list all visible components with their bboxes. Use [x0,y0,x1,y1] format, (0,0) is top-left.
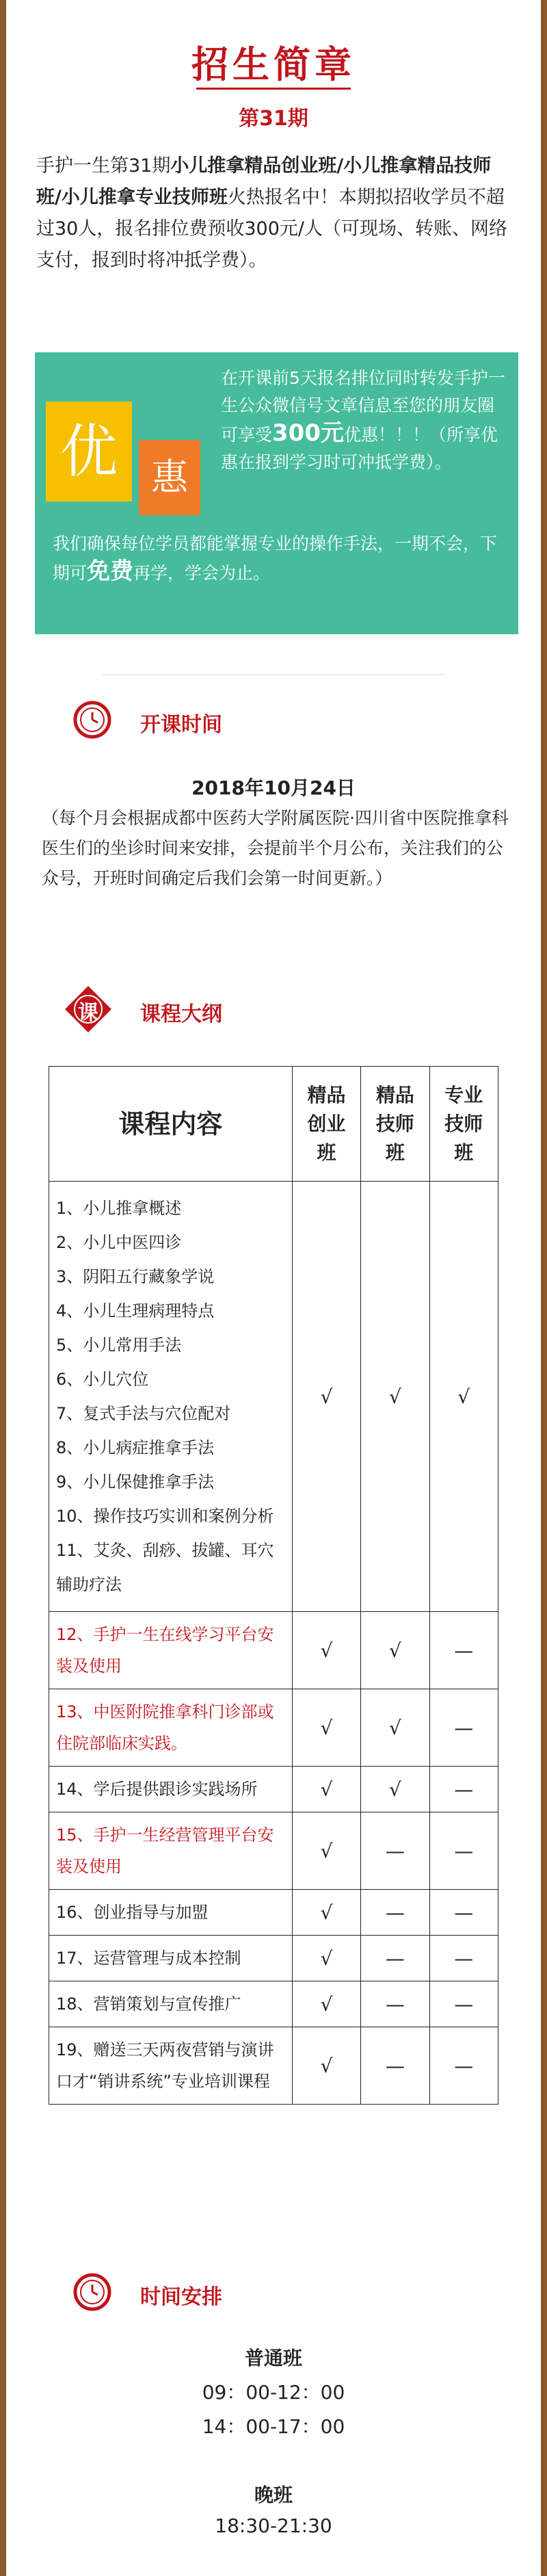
promo-line-1: 在开课前5天报名排位同时转发手护一生公众微信号文章信息至您的朋友圈可享受 [221,368,505,445]
course-table [49,1066,498,2105]
dash-mark: — [361,1936,429,1981]
table-row [49,1936,498,1981]
list-item: 2、小儿中医四诊 [56,1233,182,1252]
issue-number: 第31期 [239,107,308,131]
row-text: 16、创业指导与加盟 [49,1890,293,1936]
row-text: 17、运营管理与成本控制 [49,1936,293,1981]
dash-mark: — [361,1981,429,2027]
table-row [49,1689,498,1767]
row-text: 19、赠送三天两夜营销与演讲口才“销讲系统”专业培训课程 [49,2027,293,2105]
normal-time-morning: 09：00-12：00 [202,2381,345,2404]
list-item: 10、操作技巧实训和案例分析 [56,1507,274,1526]
normal-class-label: 普通班 [244,2347,302,2369]
page-title: 招生简章 [191,42,356,86]
evening-time: 18:30-21:30 [215,2514,332,2537]
promo-line-1b: 优惠！！！（所享优惠在报到学习时可冲抵学费）。 [221,425,498,472]
check-mark: √ [292,1812,360,1890]
promo-box [35,352,518,634]
dash-mark: — [429,1812,498,1890]
table-row [49,1812,498,1890]
clock-icon [72,2272,113,2313]
open-date-note: （每个月会根据成都中医药大学附属医院·四川省中医院推拿科医生们的坐诊时间来安排，会提前半个月公布，关注我们的公众号，开班时间确定后我们会第一时间更新。） [42,808,509,888]
table-header-row [49,1067,498,1182]
list-item: 7、复式手法与穴位配对 [56,1404,231,1423]
check-mark: √ [292,1767,360,1812]
promo-free: 免费 [87,558,134,585]
list-item: 6、小儿穴位 [56,1370,149,1389]
promo-line-2b: 再学，学会为止。 [133,563,271,583]
page-frame [6,0,541,2576]
evening-class-label: 晚班 [254,2484,293,2506]
check-mark: √ [292,1981,360,2027]
check-mark: √ [292,1936,360,1981]
dash-mark: — [361,2027,429,2105]
row-text: 18、营销策划与宣传推广 [49,1981,293,2027]
row-text: 12、手护一生在线学习平台安装及使用 [49,1612,293,1689]
table-row [49,1890,498,1936]
dash-mark: — [429,1890,498,1936]
check-mark: √ [361,1689,429,1767]
check-mark: √ [429,1182,498,1612]
table-row [49,1981,498,2027]
check-mark: √ [292,2027,360,2105]
check-mark: √ [292,1182,360,1612]
intro-paragraph [36,151,511,276]
table-row [49,1612,498,1689]
intro-text-2: 火热报名中！本期拟招收学员不超过30人，报名排位费预收300元/人（可现场、转账、网络支付，报到时将冲抵学费）。 [36,187,507,271]
list-item: 4、小儿生理病理特点 [56,1301,215,1320]
table-row [49,1182,498,1612]
dash-mark: — [361,1812,429,1890]
row-text: 13、中医附院推拿科门诊部或住院部临床实践。 [49,1689,293,1767]
dash-mark: — [429,1612,498,1689]
promo-offer-text [221,365,508,476]
dash-mark: — [429,1767,498,1812]
course-outline-heading [61,982,266,1026]
list-item: 8、小儿病症推拿手法 [56,1438,215,1457]
clock-icon [72,699,113,740]
normal-time-afternoon: 14：00-17：00 [202,2415,345,2438]
dash-mark: — [429,1936,498,1981]
promo-char-you: 优 [46,402,132,502]
row-text: 15、手护一生经营管理平台安装及使用 [49,1812,293,1890]
table-row [49,2027,498,2105]
promo-char-hui: 惠 [139,440,200,515]
course-outline-title: 课程大纲 [140,1002,222,1026]
check-mark: √ [292,1689,360,1767]
list-item: 11、艾灸、刮痧、拔罐、耳穴辅助疗法 [56,1541,274,1594]
dash-mark: — [361,1890,429,1936]
check-mark: √ [361,1182,429,1612]
check-mark: √ [292,1612,360,1689]
open-date: 2018年10月24日 [191,777,356,799]
title-underline [196,88,351,90]
list-item: 1、小儿推拿概述 [56,1199,182,1218]
schedule-title: 时间安排 [140,2285,222,2309]
header-entrepreneur-class: 精品创业班 [292,1067,360,1182]
badge-char: 课 [78,1001,98,1025]
promo-amount: 300元 [272,419,344,447]
intro-course-names: 小儿推拿精品创业班/小儿推拿精品技师班/小儿推拿专业技师班 [36,155,492,208]
header-pro-technician-class: 专业技师班 [429,1067,498,1182]
table-row [49,1767,498,1812]
dash-mark: — [429,1689,498,1767]
check-mark: √ [292,1890,360,1936]
intro-text-1: 手护一生第31期 [36,155,171,177]
promo-line-2a: 我们确保每位学员都能掌握专业的操作手法，一期不会，下期可 [53,534,498,583]
dash-mark: — [429,2027,498,2105]
header-elite-technician-class: 精品技师班 [361,1067,429,1182]
header-course-content: 课程内容 [49,1067,293,1182]
row-text: 14、学后提供跟诊实践场所 [49,1767,293,1812]
promo-guarantee-text [53,530,508,587]
divider [102,674,445,675]
dash-mark: — [429,1981,498,2027]
core-curriculum-list [49,1182,293,1612]
check-mark: √ [361,1612,429,1689]
list-item: 3、阴阳五行藏象学说 [56,1267,215,1286]
header [6,0,541,131]
check-mark: √ [361,1767,429,1812]
list-item: 5、小儿常用手法 [56,1336,182,1355]
list-item: 9、小儿保健推拿手法 [56,1472,215,1492]
open-time-title: 开课时间 [140,713,222,737]
